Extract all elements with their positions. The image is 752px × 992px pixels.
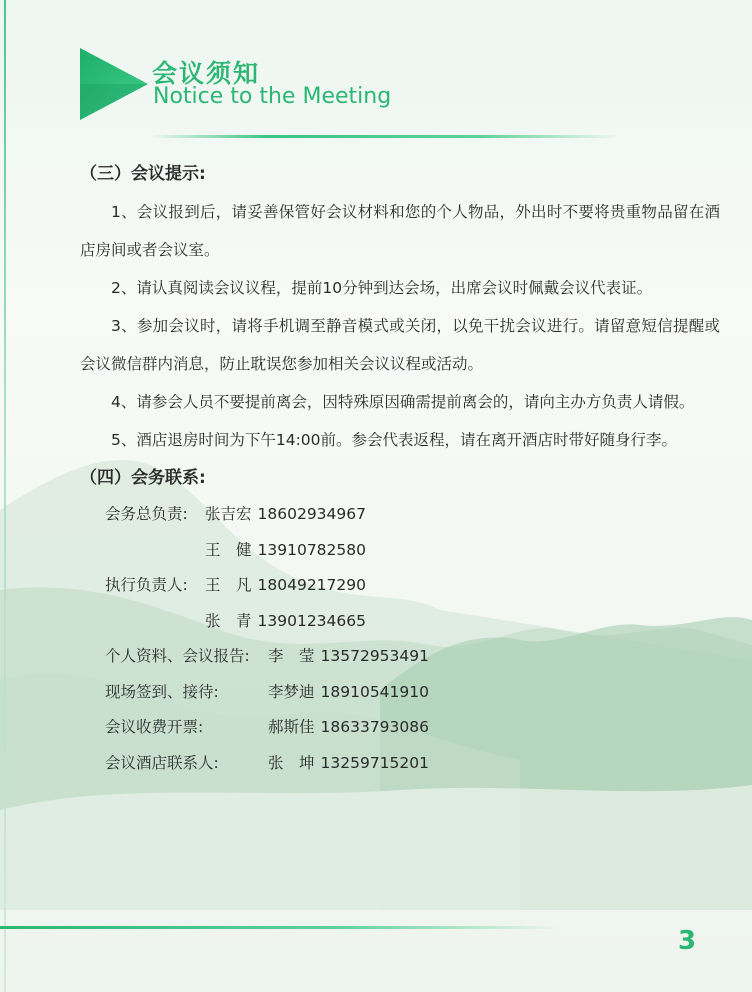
- contact-name: 王 凡: [205, 576, 252, 594]
- footer-divider: [0, 926, 560, 929]
- contact-row: [105, 533, 720, 569]
- contact-role: 会务总负责:: [105, 505, 188, 523]
- notice-content: [80, 155, 720, 781]
- contact-phone: 13259715201: [320, 753, 429, 772]
- contact-row: [105, 710, 720, 746]
- contact-role: 现场签到、接待:: [105, 682, 219, 701]
- contact-role: 执行负责人:: [105, 576, 188, 594]
- contact-name: 李 莹: [268, 647, 315, 665]
- contact-phone: 13572953491: [320, 647, 429, 665]
- contact-role: 会议收费开票:: [105, 718, 204, 736]
- section-heading-contacts: （四）会务联系:: [80, 468, 206, 488]
- contact-role: [105, 604, 205, 640]
- notice-item: 2、请认真阅读会议议程，提前10分钟到达会场，出席会议时佩戴会议代表证。: [111, 279, 653, 297]
- contact-row: [105, 568, 720, 604]
- contact-name: 张吉宏: [205, 505, 252, 523]
- contact-name: 郝斯佳: [268, 718, 315, 736]
- contact-role: 会议酒店联系人:: [105, 753, 219, 772]
- contact-name: 张 坤: [268, 753, 315, 772]
- contact-row: [105, 675, 720, 711]
- contact-row: [105, 746, 720, 782]
- page-number: 3: [678, 926, 697, 956]
- contact-list: [105, 497, 720, 781]
- page-title-english: Notice to the Meeting: [153, 84, 392, 109]
- notice-item: 1、会议报到后，请妥善保管好会议材料和您的个人物品，外出时不要将贵重物品留在酒店房间或者会议室。: [80, 203, 720, 259]
- page-title-chinese: 会议须知: [152, 59, 261, 88]
- notice-item: 3、参加会议时，请将手机调至静音模式或关闭，以免干扰会议进行。请留意短信提醒或会议微信群内消息，防止耽误您参加相关会议议程或活动。: [80, 317, 720, 373]
- left-edge-accent-line: [4, 0, 6, 992]
- contact-phone: 13910782580: [257, 540, 366, 559]
- contact-phone: 18910541910: [320, 682, 429, 701]
- notice-item: 4、请参会人员不要提前离会，因特殊原因确需提前离会的，请向主办方负责人请假。: [111, 393, 695, 411]
- contact-phone: 13901234665: [257, 611, 366, 630]
- notice-item: 5、酒店退房时间为下午14:00前。参会代表返程，请在离开酒店时带好随身行李。: [111, 431, 678, 449]
- contact-row: [105, 604, 720, 640]
- contact-phone: 18602934967: [257, 505, 366, 523]
- play-triangle-icon: [80, 48, 148, 120]
- contact-name: 王 健: [205, 540, 252, 559]
- contact-name: 张 青: [205, 611, 252, 630]
- section-heading-meeting-tips: （三）会议提示:: [80, 164, 206, 184]
- header-divider: [150, 135, 620, 138]
- contact-role: [105, 533, 205, 569]
- contact-row: [105, 497, 720, 533]
- contact-role: 个人资料、会议报告:: [105, 647, 250, 665]
- contact-phone: 18633793086: [320, 718, 429, 736]
- contact-phone: 18049217290: [257, 576, 366, 594]
- contact-row: [105, 639, 720, 675]
- contact-name: 李梦迪: [268, 682, 315, 701]
